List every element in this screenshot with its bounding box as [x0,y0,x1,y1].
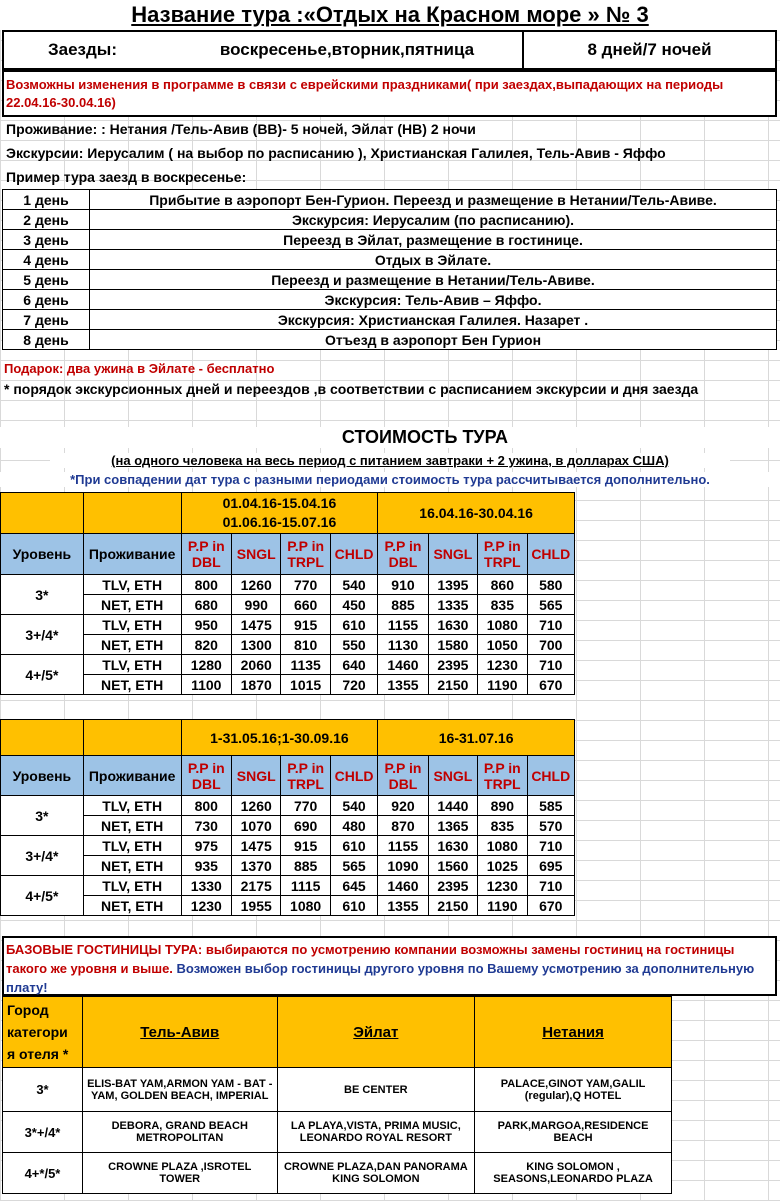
hotels-h-netanya [475,997,672,1068]
price-cell: 2150 [428,675,477,695]
gift-note: Подарок: два ужина в Эйлате - бесплатно [4,361,275,376]
price-cell: 1355 [378,675,428,695]
schedule-text: Переезд в Эйлат, размещение в гостинице. [90,230,777,250]
price-cell: 730 [181,816,231,836]
stay-cell: NET, ETH [83,675,181,695]
t1-period-a [181,493,378,534]
t2-h-sngl-b: SNGL [428,756,477,796]
arrivals-days: воскресенье,вторник,пятница [219,40,475,59]
price-row [1,635,575,655]
hotel-cell-eilat: CROWNE PLAZA,DAN PANORAMA KING SOLOMON [277,1153,475,1194]
t1-h-chld-b: CHLD [527,534,574,575]
price-cell: 1630 [428,615,477,635]
t1-corner-a [1,493,84,534]
t2-period-a: 1-31.05.16;1-30.09.16 [181,720,378,756]
price-cell: 1230 [181,896,231,916]
t1-h-trpl-a: P.P in TRPL [281,534,330,575]
price-cell: 570 [527,816,574,836]
price-cell: 1050 [478,635,527,655]
t2-h-chld-a: CHLD [330,756,377,796]
price-cell: 565 [527,595,574,615]
price-cell: 800 [181,796,231,816]
hotels-table [2,996,672,1194]
price-cell: 2175 [232,876,281,896]
hotels-h-tlv-text: Тель-Авив [140,1023,220,1041]
price-cell: 2060 [232,655,281,675]
price-cell: 1260 [232,575,281,595]
price-cell: 1130 [378,635,428,655]
schedule-table [2,189,777,350]
price-cell: 1460 [378,876,428,896]
price-cell: 610 [330,836,377,856]
hotel-row [3,1068,672,1112]
schedule-day: 5 день [3,270,90,290]
price-cell: 1135 [281,655,330,675]
schedule-text: Отъезд в аэропорт Бен Гурион [90,330,777,350]
hotel-cell-netanya: PALACE,GINOT YAM,GALIL (regular),Q HOTEL [475,1068,672,1112]
t1-h-dbl-b: P.P in DBL [378,534,428,575]
hotel-cell-eilat: LA PLAYA,VISTA, PRIMA MUSIC, LEONARDO ROYAL RESORT [277,1112,475,1153]
t1-h-chld-a: CHLD [330,534,377,575]
hotel-cell-eilat: BE CENTER [277,1068,475,1112]
price-cell: 915 [281,615,330,635]
price-row [1,816,575,836]
hotels-h-eilat [277,997,475,1068]
price-row [1,595,575,615]
schedule-row [3,270,777,290]
schedule-row [3,230,777,250]
price-cell: 1190 [478,675,527,695]
price-cell: 540 [330,796,377,816]
price-cell: 885 [281,856,330,876]
example-title: Пример тура заезд в воскресенье: [6,169,247,185]
schedule-day: 6 день [3,290,90,310]
price-cell: 565 [330,856,377,876]
schedule-text: Экскурсия: Иерусалим (по расписанию). [90,210,777,230]
schedule-day: 7 день [3,310,90,330]
stay-cell: TLV, ETH [83,615,181,635]
price-cell: 710 [527,615,574,635]
price-cell: 885 [378,595,428,615]
schedule-text: Экскурсия: Христианская Галилея. Назарет . [90,310,777,330]
schedule-day: 2 день [3,210,90,230]
t1-h-sngl-a: SNGL [232,534,281,575]
t2-h-chld-b: CHLD [527,756,574,796]
price-cell: 810 [281,635,330,655]
t2-corner-b [83,720,181,756]
cost-subtitle [50,453,730,468]
holiday-note: Возможны изменения в программе в связи с еврейскими праздниками( при заездах,выпадающих на периоды 22.04.16-30.04.16) [2,70,777,117]
price-cell: 1300 [232,635,281,655]
price-table-2 [0,719,575,916]
stay-cell: NET, ETH [83,856,181,876]
excursions-line: Экскурсии: Иерусалим ( на выбор по расписанию ), Христианская Галилея, Тель-Авив - Яффо [6,145,666,161]
schedule-text: Переезд и размещение в Нетании/Тель-Авиве. [90,270,777,290]
level-cell: 4+/5* [1,655,84,695]
t1-h-sngl-b: SNGL [428,534,477,575]
hotels-h-category-text: Город категори я отеля * [7,1002,69,1062]
price-row [1,796,575,816]
price-cell: 950 [181,615,231,635]
hotels-note-red: БАЗОВЫЕ ГОСТИНИЦЫ ТУРА: [6,942,203,957]
hotels-note-red2: выбираются по усмотрению компании возможны замены гостиниц на гостиницы такого же уровня и выше. [6,942,735,976]
level-cell: 3* [1,796,84,836]
price-row [1,655,575,675]
price-cell: 580 [527,575,574,595]
price-cell: 770 [281,796,330,816]
price-cell: 1580 [428,635,477,655]
t2-period-b: 16-31.07.16 [378,720,575,756]
price-row [1,575,575,595]
price-cell: 1115 [281,876,330,896]
price-cell: 1560 [428,856,477,876]
schedule-text: Прибытие в аэропорт Бен-Гурион. Переезд и размещение в Нетании/Тель-Авиве. [90,190,777,210]
price-cell: 1080 [281,896,330,916]
order-note: * порядок экскурсионных дней и переездов ,в соответствии с расписанием экскурсии и дня заезда [4,381,699,397]
price-cell: 550 [330,635,377,655]
t1-h-stay: Проживание [83,534,181,575]
stay-cell: NET, ETH [83,896,181,916]
price-row [1,876,575,896]
price-row [1,856,575,876]
price-cell: 1370 [232,856,281,876]
t2-h-stay: Проживание [83,756,181,796]
schedule-day: 1 день [3,190,90,210]
price-row [1,675,575,695]
cost-title: СТОИМОСТЬ ТУРА [0,427,780,448]
stay-cell: TLV, ETH [83,876,181,896]
t2-h-trpl-b: P.P in TRPL [478,756,527,796]
hotels-h-category [3,997,83,1068]
arrivals-label: Заезды: [48,40,117,59]
price-row [1,896,575,916]
price-cell: 910 [378,575,428,595]
level-cell: 3+/4* [1,836,84,876]
price-cell: 450 [330,595,377,615]
level-cell: 3+/4* [1,615,84,655]
price-cell: 1330 [181,876,231,896]
hotel-cell-netanya: KING SOLOMON , SEASONS,LEONARDO PLAZA [475,1153,672,1194]
price-cell: 2395 [428,876,477,896]
schedule-row [3,310,777,330]
hotel-cell-netanya: PARK,MARGOA,RESIDENCE BEACH [475,1112,672,1153]
stay-cell: TLV, ETH [83,575,181,595]
price-cell: 690 [281,816,330,836]
price-cell: 860 [478,575,527,595]
price-cell: 610 [330,896,377,916]
price-cell: 700 [527,635,574,655]
schedule-text: Экскурсия: Тель-Авив – Яффо. [90,290,777,310]
price-row [1,836,575,856]
price-cell: 710 [527,655,574,675]
t2-h-dbl-a: P.P in DBL [181,756,231,796]
price-cell: 990 [232,595,281,615]
schedule-row [3,190,777,210]
t1-corner-b [83,493,181,534]
price-cell: 1870 [232,675,281,695]
hotel-cell-cat: 4+*/5* [3,1153,83,1194]
accommodation-line: Проживание: : Нетания /Тель-Авив (BB)- 5 ночей, Эйлат (HB) 2 ночи [6,121,476,137]
hotels-h-tlv [82,997,277,1068]
hotel-cell-cat: 3*+/4* [3,1112,83,1153]
level-cell: 3* [1,575,84,615]
page-title: Название тура :«Отдых на Красном море » № 3 [0,0,780,30]
stay-cell: TLV, ETH [83,836,181,856]
price-cell: 1100 [181,675,231,695]
price-cell: 1460 [378,655,428,675]
schedule-day: 8 день [3,330,90,350]
price-cell: 1080 [478,615,527,635]
stay-cell: TLV, ETH [83,796,181,816]
price-cell: 1280 [181,655,231,675]
price-cell: 835 [478,816,527,836]
price-cell: 1260 [232,796,281,816]
price-cell: 585 [527,796,574,816]
schedule-row [3,210,777,230]
price-cell: 870 [378,816,428,836]
price-cell: 1090 [378,856,428,876]
price-cell: 1355 [378,896,428,916]
t2-corner-a [1,720,84,756]
price-cell: 1230 [478,655,527,675]
stay-cell: TLV, ETH [83,655,181,675]
price-cell: 1155 [378,836,428,856]
price-cell: 1955 [232,896,281,916]
price-cell: 610 [330,615,377,635]
hotel-row [3,1112,672,1153]
price-cell: 695 [527,856,574,876]
price-cell: 720 [330,675,377,695]
hotels-note [2,936,777,996]
t1-h-dbl-a: P.P in DBL [181,534,231,575]
schedule-text: Отдых в Эйлате. [90,250,777,270]
price-cell: 710 [527,836,574,856]
price-cell: 1630 [428,836,477,856]
schedule-day: 4 день [3,250,90,270]
price-cell: 935 [181,856,231,876]
t2-h-trpl-a: P.P in TRPL [281,756,330,796]
price-cell: 800 [181,575,231,595]
hotels-h-eilat-text: Эйлат [353,1023,399,1041]
price-cell: 1015 [281,675,330,695]
arrivals-duration: 8 дней/7 ночей [587,40,712,59]
schedule-row [3,330,777,350]
schedule-row [3,250,777,270]
price-cell: 1155 [378,615,428,635]
price-cell: 670 [527,675,574,695]
stay-cell: NET, ETH [83,816,181,836]
hotels-h-netanya-text: Нетания [542,1023,604,1041]
price-cell: 1230 [478,876,527,896]
cost-subtitle-text: (на одного человека на весь период с питанием завтраки + 2 ужина, в долларах США) [111,453,669,468]
price-cell: 1025 [478,856,527,876]
price-cell: 640 [330,655,377,675]
schedule-day: 3 день [3,230,90,250]
hotel-cell-tlv: ELIS-BAT YAM,ARMON YAM - BAT - YAM, GOLDEN BEACH, IMPERIAL [82,1068,277,1112]
price-cell: 920 [378,796,428,816]
price-cell: 680 [181,595,231,615]
stay-cell: NET, ETH [83,595,181,615]
price-cell: 480 [330,816,377,836]
t1-period-b: 16.04.16-30.04.16 [378,493,575,534]
schedule-row [3,290,777,310]
hotel-cell-tlv: DEBORA, GRAND BEACH METROPOLITAN [82,1112,277,1153]
price-cell: 710 [527,876,574,896]
t1-h-level: Уровень [1,534,84,575]
t1-period-a-text: 01.04.16-15.04.16 01.06.16-15.07.16 [222,495,337,530]
price-cell: 1080 [478,836,527,856]
t1-h-trpl-b: P.P in TRPL [478,534,527,575]
t2-h-sngl-a: SNGL [232,756,281,796]
price-cell: 770 [281,575,330,595]
price-cell: 1440 [428,796,477,816]
price-cell: 540 [330,575,377,595]
price-cell: 835 [478,595,527,615]
t2-h-dbl-b: P.P in DBL [378,756,428,796]
price-cell: 820 [181,635,231,655]
price-cell: 975 [181,836,231,856]
price-cell: 1190 [478,896,527,916]
price-cell: 1475 [232,615,281,635]
t2-h-level: Уровень [1,756,84,796]
price-cell: 1365 [428,816,477,836]
price-cell: 645 [330,876,377,896]
price-cell: 890 [478,796,527,816]
price-cell: 2395 [428,655,477,675]
price-cell: 2150 [428,896,477,916]
price-cell: 915 [281,836,330,856]
arrivals-box [2,30,777,70]
price-cell: 1335 [428,595,477,615]
hotel-cell-tlv: CROWNE PLAZA ,ISROTEL TOWER [82,1153,277,1194]
price-cell: 660 [281,595,330,615]
price-cell: 1475 [232,836,281,856]
price-cell: 670 [527,896,574,916]
hotel-cell-cat: 3* [3,1068,83,1112]
level-cell: 4+/5* [1,876,84,916]
stay-cell: NET, ETH [83,635,181,655]
price-table-1 [0,492,575,695]
hotels-note-navy: Возможен выбор гостиницы другого уровня по Вашему усмотрению за дополнительную плату! [6,961,755,995]
price-row [1,615,575,635]
cost-note: *При совпадении дат тура с разными периодами стоимость тура рассчитывается дополнительно. [0,472,780,487]
hotel-row [3,1153,672,1194]
price-cell: 1395 [428,575,477,595]
price-cell: 1070 [232,816,281,836]
